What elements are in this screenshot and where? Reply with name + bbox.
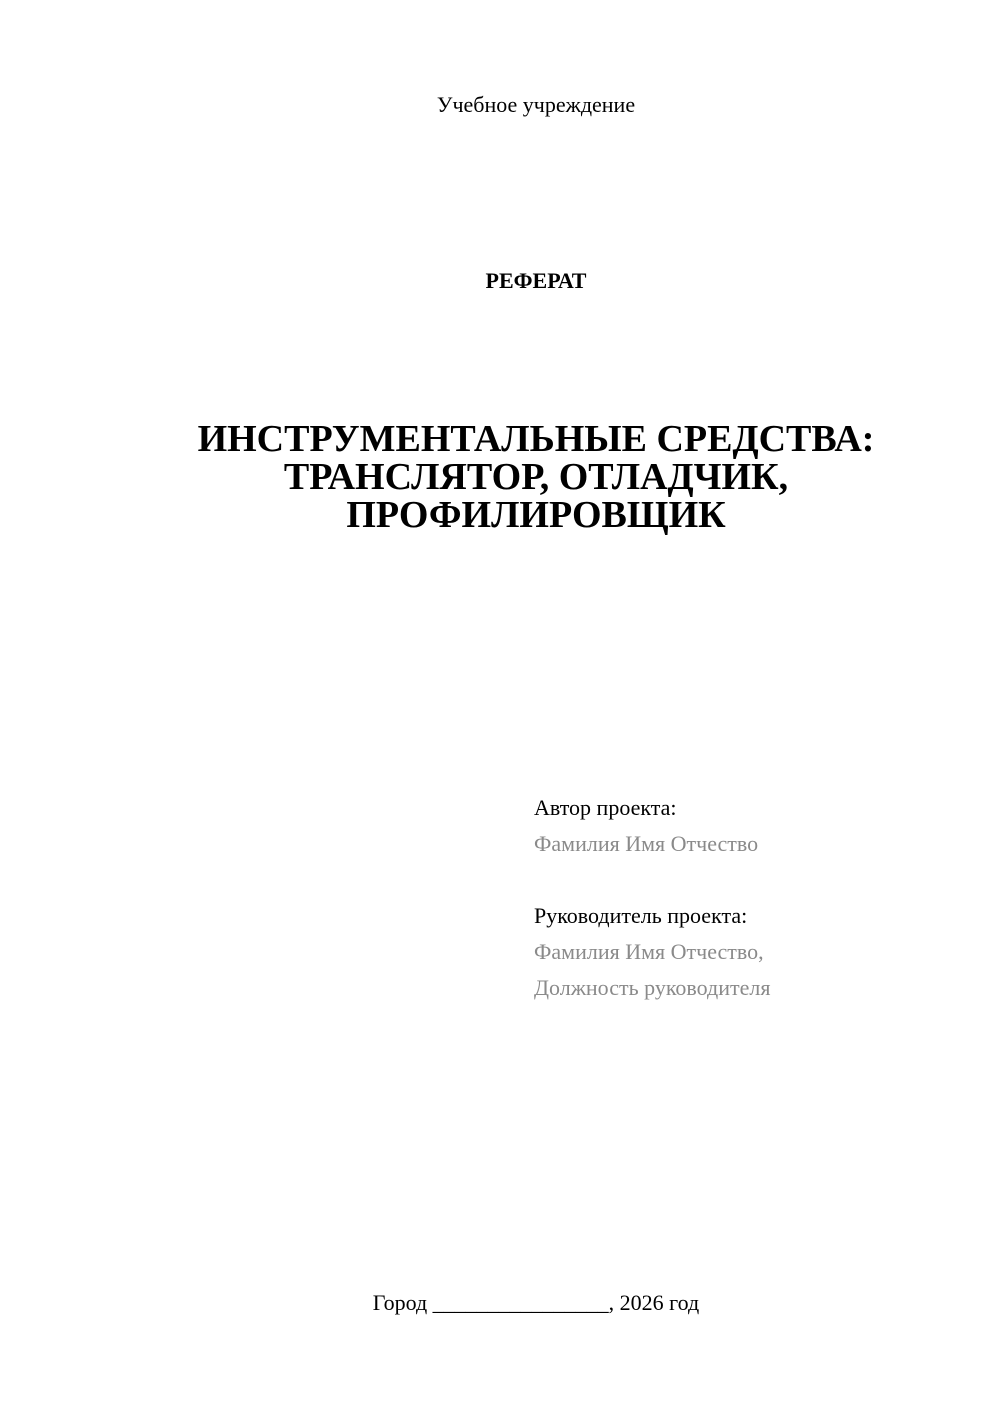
spacer	[534, 862, 974, 898]
credits-block	[534, 790, 974, 1006]
supervisor-position: Должность руководителя	[534, 975, 771, 1000]
supervisor-label: Руководитель проекта:	[534, 903, 748, 928]
author-name: Фамилия Имя Отчество	[534, 831, 759, 856]
institution-name: Учебное учреждение	[436, 92, 636, 117]
document-title	[160, 420, 912, 534]
city-year-line: Город ________________, 2026 год	[372, 1290, 700, 1315]
title-line: ТРАНСЛЯТОР, ОТЛАДЧИК,	[283, 456, 789, 498]
supervisor-name: Фамилия Имя Отчество,	[534, 939, 764, 964]
author-label: Автор проекта:	[534, 795, 677, 820]
title-line: ПРОФИЛИРОВЩИК	[346, 494, 726, 536]
title-line: ИНСТРУМЕНТАЛЬНЫЕ СРЕДСТВА:	[197, 418, 875, 460]
document-type: РЕФЕРАТ	[485, 268, 587, 293]
